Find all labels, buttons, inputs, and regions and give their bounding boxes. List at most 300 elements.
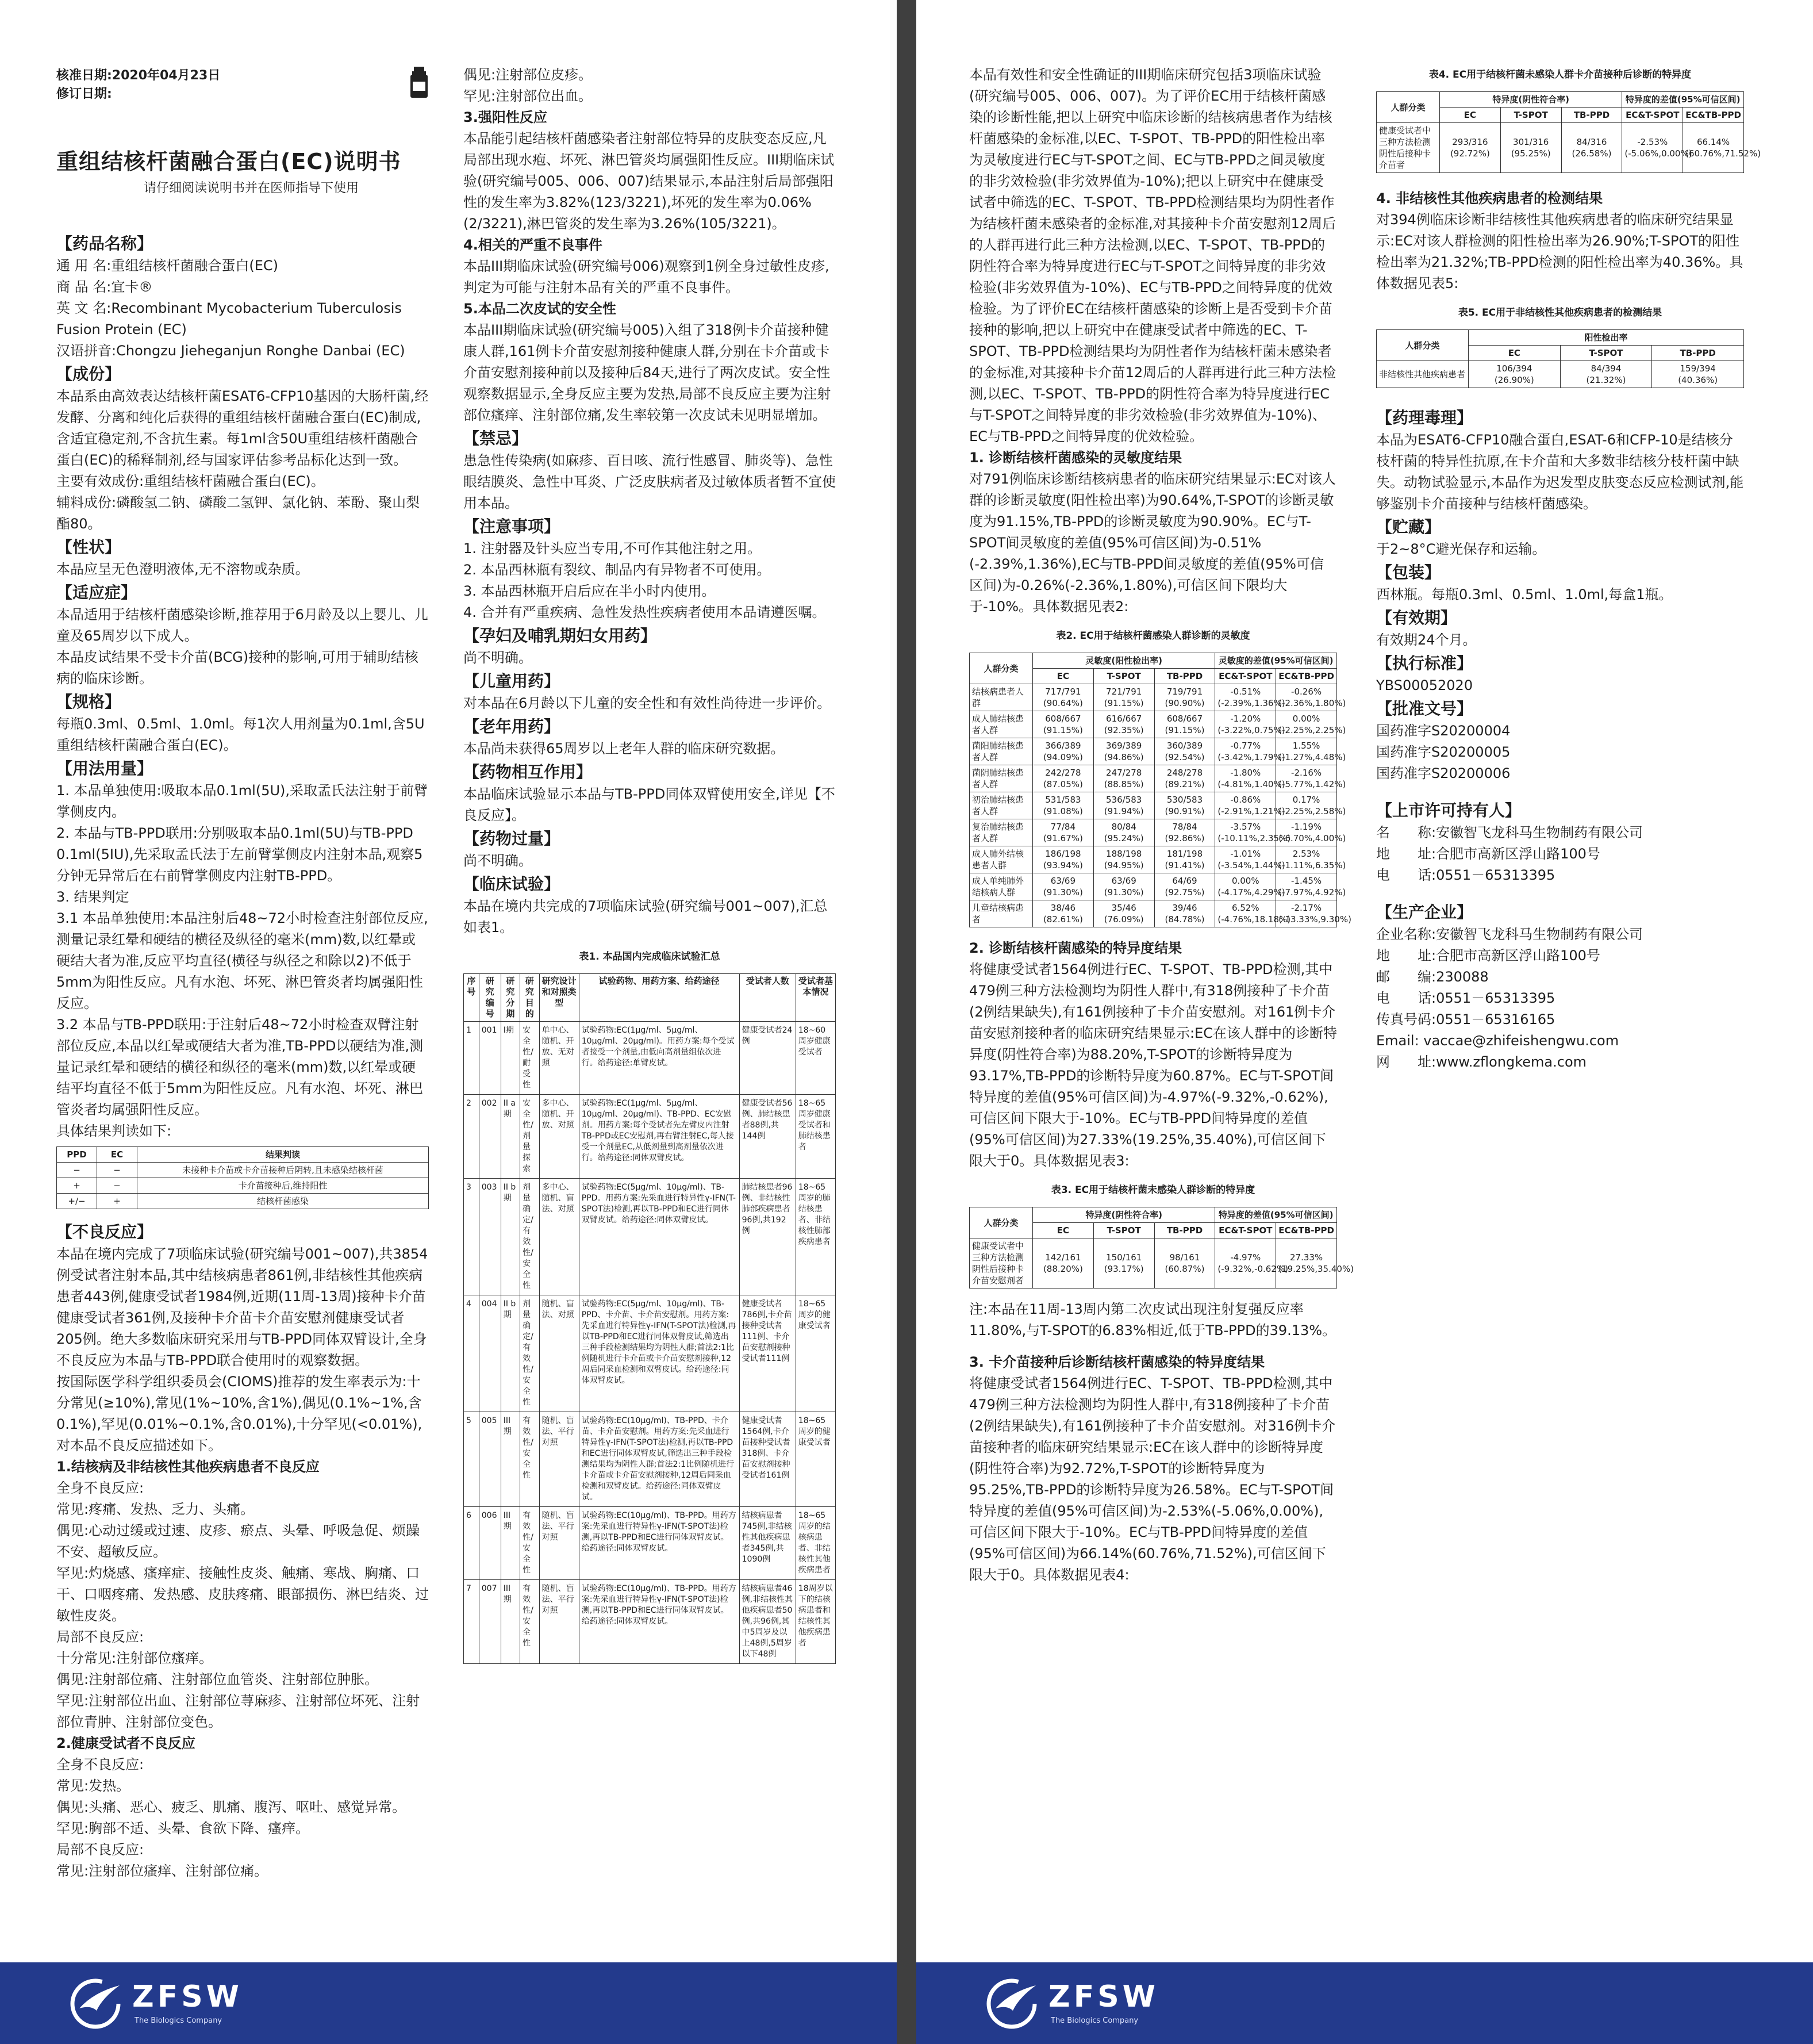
table-cell: 卡介苗接种后,维持阳性 [137,1178,429,1194]
table-cell [1154,819,1215,846]
table-note: 注:本品在11周-13周内第二次皮试出现注射复强反应率11.80%,与T-SPOT的6.83%相近,低于TB-PPD的39.13%。 [969,1301,1336,1339]
subsection-heading: 3.强阳性反应 [463,109,547,125]
approval-number: 国药准字S20200006 [1376,765,1511,781]
table-cell: 健康受试者786例,卡介苗接种受试者111例、卡介苗安慰剂接种受试者111例 [739,1295,796,1412]
table-cell: 18~65周岁的健康受试者 [796,1412,835,1507]
cell-percent: (94.09%) [1043,752,1083,762]
table-cell [1276,1238,1354,1288]
adverse-line: 全身不良反应: [56,1480,144,1496]
cell-percent: (-2.36%,1.80%) [1278,698,1346,708]
table-cell [1093,1238,1154,1288]
table-cell [1154,711,1215,738]
column-4 [1376,64,1761,1073]
cell-percent: (92.72%) [1450,148,1490,159]
cell-value: 181/198 [1166,849,1203,859]
leaflet-page-left [0,0,897,2044]
table-cell: 初治肺结核患者人群 [970,792,1033,819]
table-cell: 菌阴肺结核患者人群 [970,765,1033,792]
table-header: 灵敏度(阳性检出率) [1033,653,1215,669]
cell-value: 366/389 [1045,741,1081,751]
section-heading: 【执行标准】 [1376,654,1473,673]
cell-value: 293/316 [1452,137,1488,147]
table-header: TB-PPD [1652,346,1744,361]
cell-value: -1.19% [1291,822,1322,832]
table-cell: II b期 [501,1295,520,1412]
cell-value: -4.97% [1230,1252,1261,1263]
usage-text: 3. 结果判定 [56,889,129,905]
section-heading: 【贮藏】 [1376,517,1441,536]
cell-percent: (90.90%) [1165,698,1205,708]
table-cell [1276,819,1346,846]
maker-zip: 邮 编:230088 [1376,969,1489,985]
cell-value: 247/278 [1106,768,1142,778]
revision-date: 修订日期: [56,87,112,101]
table-cell: 儿童结核病患者 [970,900,1033,927]
adverse-text: 本品在境内完成了7项临床试验(研究编号001~007),共3854例受试者注射本品,其中结核病患者861例,非结核性其他疾病患者443例,健康受试者1984例,近期(11周-13周)接种卡介苗健康受试者361例,及接种卡介苗卡介苗安慰剂健康受试者205例。绝大多数临床研究采用与TB-PPD同体双臂设计,全身不良反应为本品与TB-PPD联合使用时的观察数据。 [56,1246,428,1368]
table-row [970,765,1337,792]
section-heading: 【生产企业】 [1376,903,1473,922]
table-cell: + [57,1178,97,1194]
bcg-specificity-table [1376,91,1761,173]
table-cell [1215,684,1285,711]
logo-emblem-icon [984,1975,1042,2031]
cell-percent: (91.30%) [1104,887,1144,898]
cell-percent: (94.95%) [1104,860,1144,870]
table-row [1377,123,1744,173]
holder-address: 地 址:合肥市高新区浮山路100号 [1376,846,1600,862]
cell-percent: (90.64%) [1043,698,1083,708]
table-cell [1276,765,1346,792]
cell-percent: (-10.11%,2.35%) [1217,833,1291,843]
table-caption: 表3. EC用于结核杆菌未感染人群诊断的特异度 [1051,1184,1255,1196]
paragraph: YBS00052020 [1376,677,1473,693]
cell-percent: (87.05%) [1043,779,1083,789]
table-cell: − [97,1163,137,1178]
maker-fax: 传真号码:0551－65316165 [1376,1011,1555,1027]
cell-percent: (94.86%) [1104,752,1144,762]
table-cell [1154,846,1215,873]
section-heading: 【批准文号】 [1376,699,1473,718]
cell-value: 27.33% [1289,1252,1323,1263]
paragraph: 对本品在6月龄以下儿童的安全性和有效性尚待进一步评价。 [463,695,831,711]
table-cell: 随机、盲法、平行对照 [539,1507,579,1580]
table-cell [1033,711,1094,738]
cell-value: 369/389 [1106,741,1142,751]
table-cell [1560,361,1652,388]
cell-percent: (82.61%) [1043,914,1083,925]
paragraph: 对791例临床诊断结核病患者的临床研究结果显示:EC对该人群的诊断灵敏度(阳性检出率)为90.64%,T-SPOT的诊断灵敏度为91.15%,TB-PPD的诊断灵敏度为90.90%。EC与T-SPOT间灵敏度的差值(95%可信区间)为-0.51%(-2.39%,1.36%),EC与TB-PPD间灵敏度的差值(95%可信区间)为-0.26%(-2.36%,1.80%),可信区间下限均大于-10%。具体数据见表2: [969,471,1336,615]
cell-percent: (-4.17%,4.29%) [1217,887,1285,898]
table-cell: 18~65周岁的结核病患者、非结核性其他疾病患者 [796,1507,835,1580]
paragraph: 西林瓶。每瓶0.3ml、0.5ml、1.0ml,每盒1瓶。 [1376,586,1673,603]
table-row [970,900,1337,927]
table-cell [1215,1238,1288,1288]
maker-phone: 电 话:0551－65313395 [1376,990,1555,1006]
cell-percent: (-9.32%,-0.62%) [1217,1264,1288,1274]
cell-percent: (-1.27%,4.48%) [1278,752,1346,762]
cell-value: 2.53% [1292,849,1320,859]
cell-percent: (92.54%) [1165,752,1205,762]
common-name: 通 用 名:重组结核杆菌融合蛋白(EC) [56,258,278,274]
adverse-line: 局部不良反应: [56,1842,144,1858]
table-header: EC [97,1147,137,1163]
adverse-line: 常见:疼痛、发热、乏力、头痛。 [56,1501,255,1517]
cell-percent: (-3.54%,1.44%) [1217,860,1285,870]
caution-item: 1. 注射器及针头应当专用,不可作其他注射之用。 [463,540,762,557]
cell-percent: (92.75%) [1165,887,1205,898]
table-cell [1215,900,1291,927]
caution-item: 4. 合并有严重疾病、急性发热性疾病者使用本品请遵医嘱。 [463,604,826,620]
table-cell: 随机、盲法、平行对照 [539,1412,579,1507]
cell-percent: (84.78%) [1165,914,1205,925]
table-header: 受试者基本情况 [796,974,835,1022]
section-heading: 【规格】 [56,692,121,711]
table-cell: 成人肺外结核患者人群 [970,846,1033,873]
non-tb-table [1376,329,1744,388]
table-cell: 成人肺结核患者人群 [970,711,1033,738]
cell-percent: (92.35%) [1104,725,1144,735]
table-header: 灵敏度的差值(95%可信区间) [1215,653,1337,669]
table-cell [1276,792,1346,819]
cell-percent: (-7.97%,4.92%) [1278,887,1346,898]
cell-percent: (-5.06%,0.00%) [1624,148,1692,159]
table-cell: 菌阳肺结核患者人群 [970,738,1033,765]
column-3 [969,64,1354,1586]
cell-value: 0.00% [1231,876,1259,886]
table-cell [1033,792,1094,819]
approval-date: 核准日期:2020年04月23日 [56,68,221,83]
table-cell [1215,765,1285,792]
table-cell: − [97,1178,137,1194]
table-header: T-SPOT [1560,346,1652,361]
cell-value: -1.80% [1230,768,1261,778]
cell-percent: (91.15%) [1165,725,1205,735]
cell-value: -2.53% [1637,137,1668,147]
table-cell: 18~65周岁健康受试者和肺结核患者 [796,1095,835,1179]
cell-percent: (91.94%) [1104,806,1144,816]
table-cell: 健康受试者56例、肺结核患者88例,共144例 [739,1095,796,1179]
paragraph: 于2~8°C避光保存和运输。 [1376,541,1546,557]
table-cell: III期 [501,1507,520,1580]
table-cell [1652,361,1744,388]
cell-value: 301/316 [1513,137,1549,147]
adverse-line: 常见:注射部位瘙痒、注射部位痛。 [56,1863,268,1879]
table-cell [1093,711,1154,738]
paragraph: 尚不明确。 [463,650,532,666]
cell-percent: (40.36%) [1678,375,1718,385]
adverse-line: 全身不良反应: [56,1757,144,1773]
table-cell: 3 [464,1179,479,1295]
table-row [970,873,1337,900]
table-header: 人群分类 [970,1207,1033,1238]
table-cell: 未接种卡介苗或卡介苗接种后阴转,且未感染结核杆菌 [137,1163,429,1178]
table-row [464,1412,836,1507]
maker-address: 地 址:合肥市高新区浮山路100号 [1376,948,1600,964]
subsection-heading: 4. 非结核性其他疾病患者的检测结果 [1376,190,1603,206]
cell-value: 63/69 [1050,876,1076,886]
cell-percent: (89.21%) [1165,779,1205,789]
table-header: 研究分期 [501,974,520,1022]
table-row [970,819,1337,846]
table-cell: 随机、盲法、对照 [539,1295,579,1412]
cell-value: 0.00% [1292,714,1320,724]
subsection-heading: 2.健康受试者不良反应 [56,1735,195,1751]
table-header: EC&TB-PPD [1276,669,1337,684]
cell-percent: (91.08%) [1043,806,1083,816]
usage-text: 1. 本品单独使用:吸取本品0.1ml(5U),采取孟氏法注射于前臂掌侧皮内。 [56,783,428,820]
table-cell: 试验药物:EC(10μg/ml)、TB-PPD。用药方案:先采血进行特异性γ-IFN(T-SPOT法)检测,再以TB-PPD和EC进行同体双臂皮试。给药途径:同体双臂皮试。 [579,1580,739,1664]
section-heading: 【成份】 [56,365,121,384]
table-cell [1561,123,1622,173]
table-header: EC&T-SPOT [1215,669,1276,684]
table-row [57,1163,429,1178]
table-cell: I期 [501,1022,520,1095]
table-header: EC [1440,108,1501,123]
section-heading: 【药品名称】 [56,234,153,253]
cell-value: 530/583 [1166,795,1203,805]
table-cell: 试验药物:EC(10μg/ml)、TB-PPD、卡介苗、卡介苗安慰剂。用药方案:先采血进行特异性γ-IFN(T-SPOT法)检测,再以TB-PPD和EC进行同体双臂皮试,筛选出三种手段检测结果均为阴性人群;首法2:1比例随机进行卡介苗或卡介苗安慰剂接种,12周后同采血检测和双臂皮试。给药途径:同体双臂皮试。 [579,1412,739,1507]
composition-text: 本品系由高效表达结核杆菌ESAT6-CFP10基因的大肠杆菌,经发酵、分离和纯化后获得的重组结核杆菌融合蛋白(EC)制成,含适宜稳定剂,不含抗生素。每1ml含50U重组结核杆菌融合蛋白(EC)的稀释制剂,经与国家评估参考品标化达到一致。 [56,388,429,468]
cell-value: 84/394 [1591,363,1622,374]
table-header: 阳性检出率 [1469,330,1744,346]
cell-value: 0.17% [1292,795,1320,805]
subsection-heading: 4.相关的严重不良事件 [463,237,602,253]
table-cell: 健康受试者中三种方法检测阴性后接种卡介苗者 [1377,123,1440,173]
table-cell: 安全性/剂量探索 [520,1095,539,1179]
table-cell [1154,684,1215,711]
cell-value: -3.57% [1230,822,1261,832]
table-caption: 表1. 本品国内完成临床试验汇总 [579,951,720,962]
table-cell: 有效性/安全性 [520,1580,539,1664]
table-cell: 多中心、随机、开放、对照 [539,1095,579,1179]
table-header: T-SPOT [1500,108,1561,123]
cell-value: -0.86% [1230,795,1261,805]
table-header: 特异度的差值(95%可信区间) [1215,1207,1337,1223]
sensitivity-table [969,653,1351,927]
cell-value: 719/791 [1166,687,1203,697]
cell-value: 608/667 [1166,714,1203,724]
table-header: T-SPOT [1093,1223,1154,1238]
cell-percent: (-2.25%,2.25%) [1278,725,1346,735]
cell-value: 608/667 [1045,714,1081,724]
trade-name: 商 品 名:宜卡® [56,279,153,295]
table-row [970,684,1337,711]
table-cell [1154,738,1215,765]
cell-value: 142/161 [1045,1252,1081,1263]
table-header: 受试者人数 [739,974,796,1022]
table-cell: 7 [464,1580,479,1664]
paragraph: 本品临床试验显示本品与TB-PPD同体双臂使用安全,详见【不良反应】。 [463,786,835,823]
english-name: 英 文 名:Recombinant Mycobacterium Tuberculosis Fusion Protein (EC) [56,300,402,338]
adverse-line: 罕见:灼烧感、瘙痒症、接触性皮炎、触痛、寒战、胸痛、口干、口咽疼痛、发热感、皮肤疼痛、眼部损伤、淋巴结炎、过敏性皮炎。 [56,1565,429,1624]
cell-value: 536/583 [1106,795,1142,805]
table-cell [1033,846,1094,873]
table-row [464,1179,836,1295]
cell-percent: (60.76%,71.52%) [1685,148,1761,159]
document-subtitle: 请仔细阅读说明书并在医师指导下使用 [144,181,359,195]
table-cell [1033,684,1094,711]
cell-value: 63/69 [1111,876,1136,886]
brand-tagline: The Biologics Company [1051,2016,1139,2025]
table-header: EC&T-SPOT [1622,108,1683,123]
table-cell [1440,123,1501,173]
contraindication-text: 患急性传染病(如麻疹、百日咳、流行性感冒、肺炎等)、急性眼结膜炎、急性中耳炎、广泛皮肤病者及过敏体质者暂不宜使用本品。 [463,452,836,511]
table-cell: II b期 [501,1179,520,1295]
cell-percent: (95.24%) [1104,833,1144,843]
cell-value: -1.45% [1291,876,1322,886]
adverse-line: 偶见:心动过缓或过速、皮疹、瘀点、头晕、呼吸急促、烦躁不安、超敏反应。 [56,1523,420,1560]
table-cell [1215,846,1285,873]
table-cell [1093,819,1154,846]
cell-percent: (-3.22%,0.75%) [1217,725,1285,735]
table-header: EC&TB-PPD [1276,1223,1337,1238]
active-ingredient: 主要有效成份:重组结核杆菌融合蛋白(EC)。 [56,473,325,489]
company-logo [68,1975,275,2031]
table-row [1377,361,1744,388]
cell-value: 242/278 [1045,768,1081,778]
table-cell: 非结核性其他疾病患者 [1377,361,1469,388]
table-header: 结果判读 [137,1147,429,1163]
section-heading: 【包装】 [1376,563,1441,582]
cell-percent: (88.85%) [1104,779,1144,789]
table-cell: 安全性/耐受性 [520,1022,539,1095]
table-cell: 结核病患者46例,非结核性其他疾病患者50例,共96例,其中5周岁及以上48例,5周岁以下48例 [739,1580,796,1664]
table-cell: 多中心、随机、盲法、对照 [539,1179,579,1295]
table-row [970,738,1337,765]
paragraph: 本品在境内共完成的7项临床试验(研究编号001~007),汇总如表1。 [463,898,828,935]
paragraph: 本品尚未获得65周岁以上老年人群的临床研究数据。 [463,741,785,757]
cell-percent: (-2.25%,2.58%) [1278,806,1346,816]
table-row [57,1178,429,1194]
table-cell [1215,819,1291,846]
table-cell: 18~65周岁的健康受试者 [796,1295,835,1412]
adverse-line: 局部不良反应: [56,1629,144,1645]
table-cell: 18~65周岁的肺结核患者、非结核性肺部疾病患者 [796,1179,835,1295]
usage-text: 3.2 本品与TB-PPD联用:于注射后48~72小时检查双臂注射部位反应,本品以红晕或硬结大者为准,TB-PPD以硬结为准,测量记录红晕和硬结的横径和纵径的毫米(mm)数,以红晕或硬结平均直径不低于5mm为阳性反应。凡有水泡、坏死、淋巴管炎者均属强阳性反应。 [56,1017,424,1118]
logo-emblem-icon [68,1975,125,2031]
column-1 [56,231,429,1882]
spec-text: 每瓶0.3ml、0.5ml、1.0ml。每1次人用剂量为0.1ml,含5U重组结核杆菌融合蛋白(EC)。 [56,716,425,753]
cell-value: 360/389 [1166,741,1203,751]
document-title: 重组结核杆菌融合蛋白(EC)说明书 [56,149,401,174]
cell-value: 78/84 [1172,822,1197,832]
usage-text: 2. 本品与TB-PPD联用:分别吸取本品0.1ml(5U)与TB-PPD 0.1ml(5IU),先采取孟氏法于左前臂掌侧皮内注射本品,观察5分钟无异常后在右前臂掌侧皮内注射TB-PPD。 [56,825,423,884]
table-cell: 结核病患者745例,非结核性其他疾病患者345例,共1090例 [739,1507,796,1580]
table-row [970,711,1337,738]
paragraph: 本品III期临床试验(研究编号006)观察到1例全身过敏性皮疹,判定为可能与注射本品有关的严重不良事件。 [463,258,829,296]
section-heading: 【不良反应】 [56,1222,153,1241]
cell-percent: (95.25%) [1511,148,1551,159]
cell-percent: (90.91%) [1165,806,1205,816]
cell-value: -2.16% [1291,768,1322,778]
table-header: EC&TB-PPD [1683,108,1744,123]
table-cell [1154,792,1215,819]
adverse-line: 偶见:注射部位皮疹。 [463,67,593,83]
table-cell [1033,819,1094,846]
cell-value: 248/278 [1166,768,1203,778]
table-cell: + [97,1194,137,1209]
cell-value: 38/46 [1050,903,1076,913]
table-header: EC&T-SPOT [1215,1223,1276,1238]
table-row [464,1022,836,1095]
section-heading: 【药理毒理】 [1376,408,1473,427]
caution-item: 2. 本品西林瓶有裂纹、制品内有异物者不可使用。 [463,562,771,578]
table-cell [1093,873,1154,900]
cell-percent: (26.58%) [1572,148,1612,159]
table-cell: 试验药物:EC(5μg/ml、10μg/ml)、TB-PPD。用药方案:先采血进行特异性γ-IFN(T-SPOT法)检测,再以TB-PPD和EC进行同体双臂皮试。给药途径:同体双臂皮试。 [579,1179,739,1295]
cell-percent: (-4.76%,18.18%) [1217,914,1291,925]
cell-value: 188/198 [1106,849,1142,859]
paragraph: 本品III期临床试验(研究编号005)入组了318例卡介苗接种健康人群,161例卡介苗安慰剂接种健康人群,分别在卡介苗或卡介苗安慰剂接种前以及接种后84天,进行了两次皮试。安全性观察数据显示,全身反应主要为发热,局部不良反应主要为注射部位瘙痒、注射部位痛,发生率较第一次皮试未见明显增加。 [463,322,831,423]
approval-number: 国药准字S20200004 [1376,723,1511,739]
table-cell: 剂量确定/有效性/安全性 [520,1179,539,1295]
table-cell: III期 [501,1412,520,1507]
cell-percent: (92.86%) [1165,833,1205,843]
table-cell: 2 [464,1095,479,1179]
section-heading: 【药物过量】 [463,829,560,848]
maker-name: 企业名称:安徽智飞龙科马生物制药有限公司 [1376,926,1643,942]
adverse-line: 罕见:胸部不适、头晕、食欲下降、瘙痒。 [56,1820,310,1836]
section-heading: 【性状】 [56,538,121,557]
cell-percent: (21.32%) [1586,375,1626,385]
cell-percent: (76.09%) [1104,914,1144,925]
company-logo [984,1975,1191,2031]
table-cell [1215,873,1285,900]
table-cell [1093,900,1154,927]
table-cell [1093,846,1154,873]
cell-percent: (-3.42%,1.79%) [1217,752,1285,762]
brand-wordmark: ZFSW [132,1980,243,2014]
cell-percent: (26.90%) [1494,375,1534,385]
cell-value: 150/161 [1106,1252,1142,1263]
table-cell: 成人单纯肺外结核病人群 [970,873,1033,900]
table-cell: 18周岁以下的结核病患者和结核性其他疾病患者 [796,1580,835,1664]
result-judgement-table [56,1146,429,1209]
table-cell [1683,123,1761,173]
adverse-line: 常见:发热。 [56,1778,130,1794]
table-row [464,1507,836,1580]
cell-value: 159/394 [1680,363,1716,374]
paragraph: 将健康受试者1564例进行EC、T-SPOT、TB-PPD检测,其中479例三种方法检测均为阴性人群中,有318例接种了卡介苗(2例结果缺失),有161例接种了卡介苗安慰剂。对316例卡介苗接种者的临床研究结果显示:EC在该人群中的诊断特异度(阴性符合率)为92.72%,T-SPOT的诊断特异度为95.25%,TB-PPD的诊断特异度为26.58%。EC与T-SPOT间特异度的差值(95%可信区间)为-2.53%(-5.06%,0.00%),可信区间下限大于-10%。EC与TB-PPD间特异度的差值(95%可信区间)为66.14%(60.76%,71.52%),可信区间下限大于0。具体数据见表4: [969,1375,1336,1583]
table-cell: 005 [479,1412,501,1507]
adverse-line: 十分常见:注射部位瘙痒。 [56,1650,213,1666]
trials-table-body [464,1022,836,1664]
table-cell: 健康受试者24例 [739,1022,796,1095]
table-cell [1215,738,1285,765]
table-row [464,1580,836,1664]
adverse-line: 偶见:注射部位痛、注射部位血管炎、注射部位肿胀。 [56,1671,379,1688]
table-cell: 单中心、随机、开放、无对照 [539,1022,579,1095]
table-cell [1276,711,1346,738]
cell-value: 531/583 [1045,795,1081,805]
table-cell [1154,1238,1215,1288]
adverse-line: 罕见:注射部位出血。 [463,88,593,104]
maker-website: 网 址:www.zflongkema.com [1376,1054,1587,1070]
vial-icon [409,67,429,98]
cell-percent: (91.30%) [1043,887,1083,898]
table-cell: III期 [501,1580,520,1664]
table-header: 研究目的 [520,974,539,1022]
table-cell: 剂量确定/有效性/安全性 [520,1295,539,1412]
cell-percent: (91.15%) [1104,698,1144,708]
holder-phone: 电 话:0551－65313395 [1376,867,1555,883]
section-heading: 【禁忌】 [463,429,528,448]
cell-value: 35/46 [1111,903,1136,913]
pinyin-name: 汉语拼音:Chongzu Jieheganjun Ronghe Danbai (EC) [56,343,405,359]
cell-value: 6.52% [1231,903,1259,913]
table-caption: 表2. EC用于结核杆菌感染人群诊断的灵敏度 [1056,630,1250,642]
table-cell [1093,765,1154,792]
